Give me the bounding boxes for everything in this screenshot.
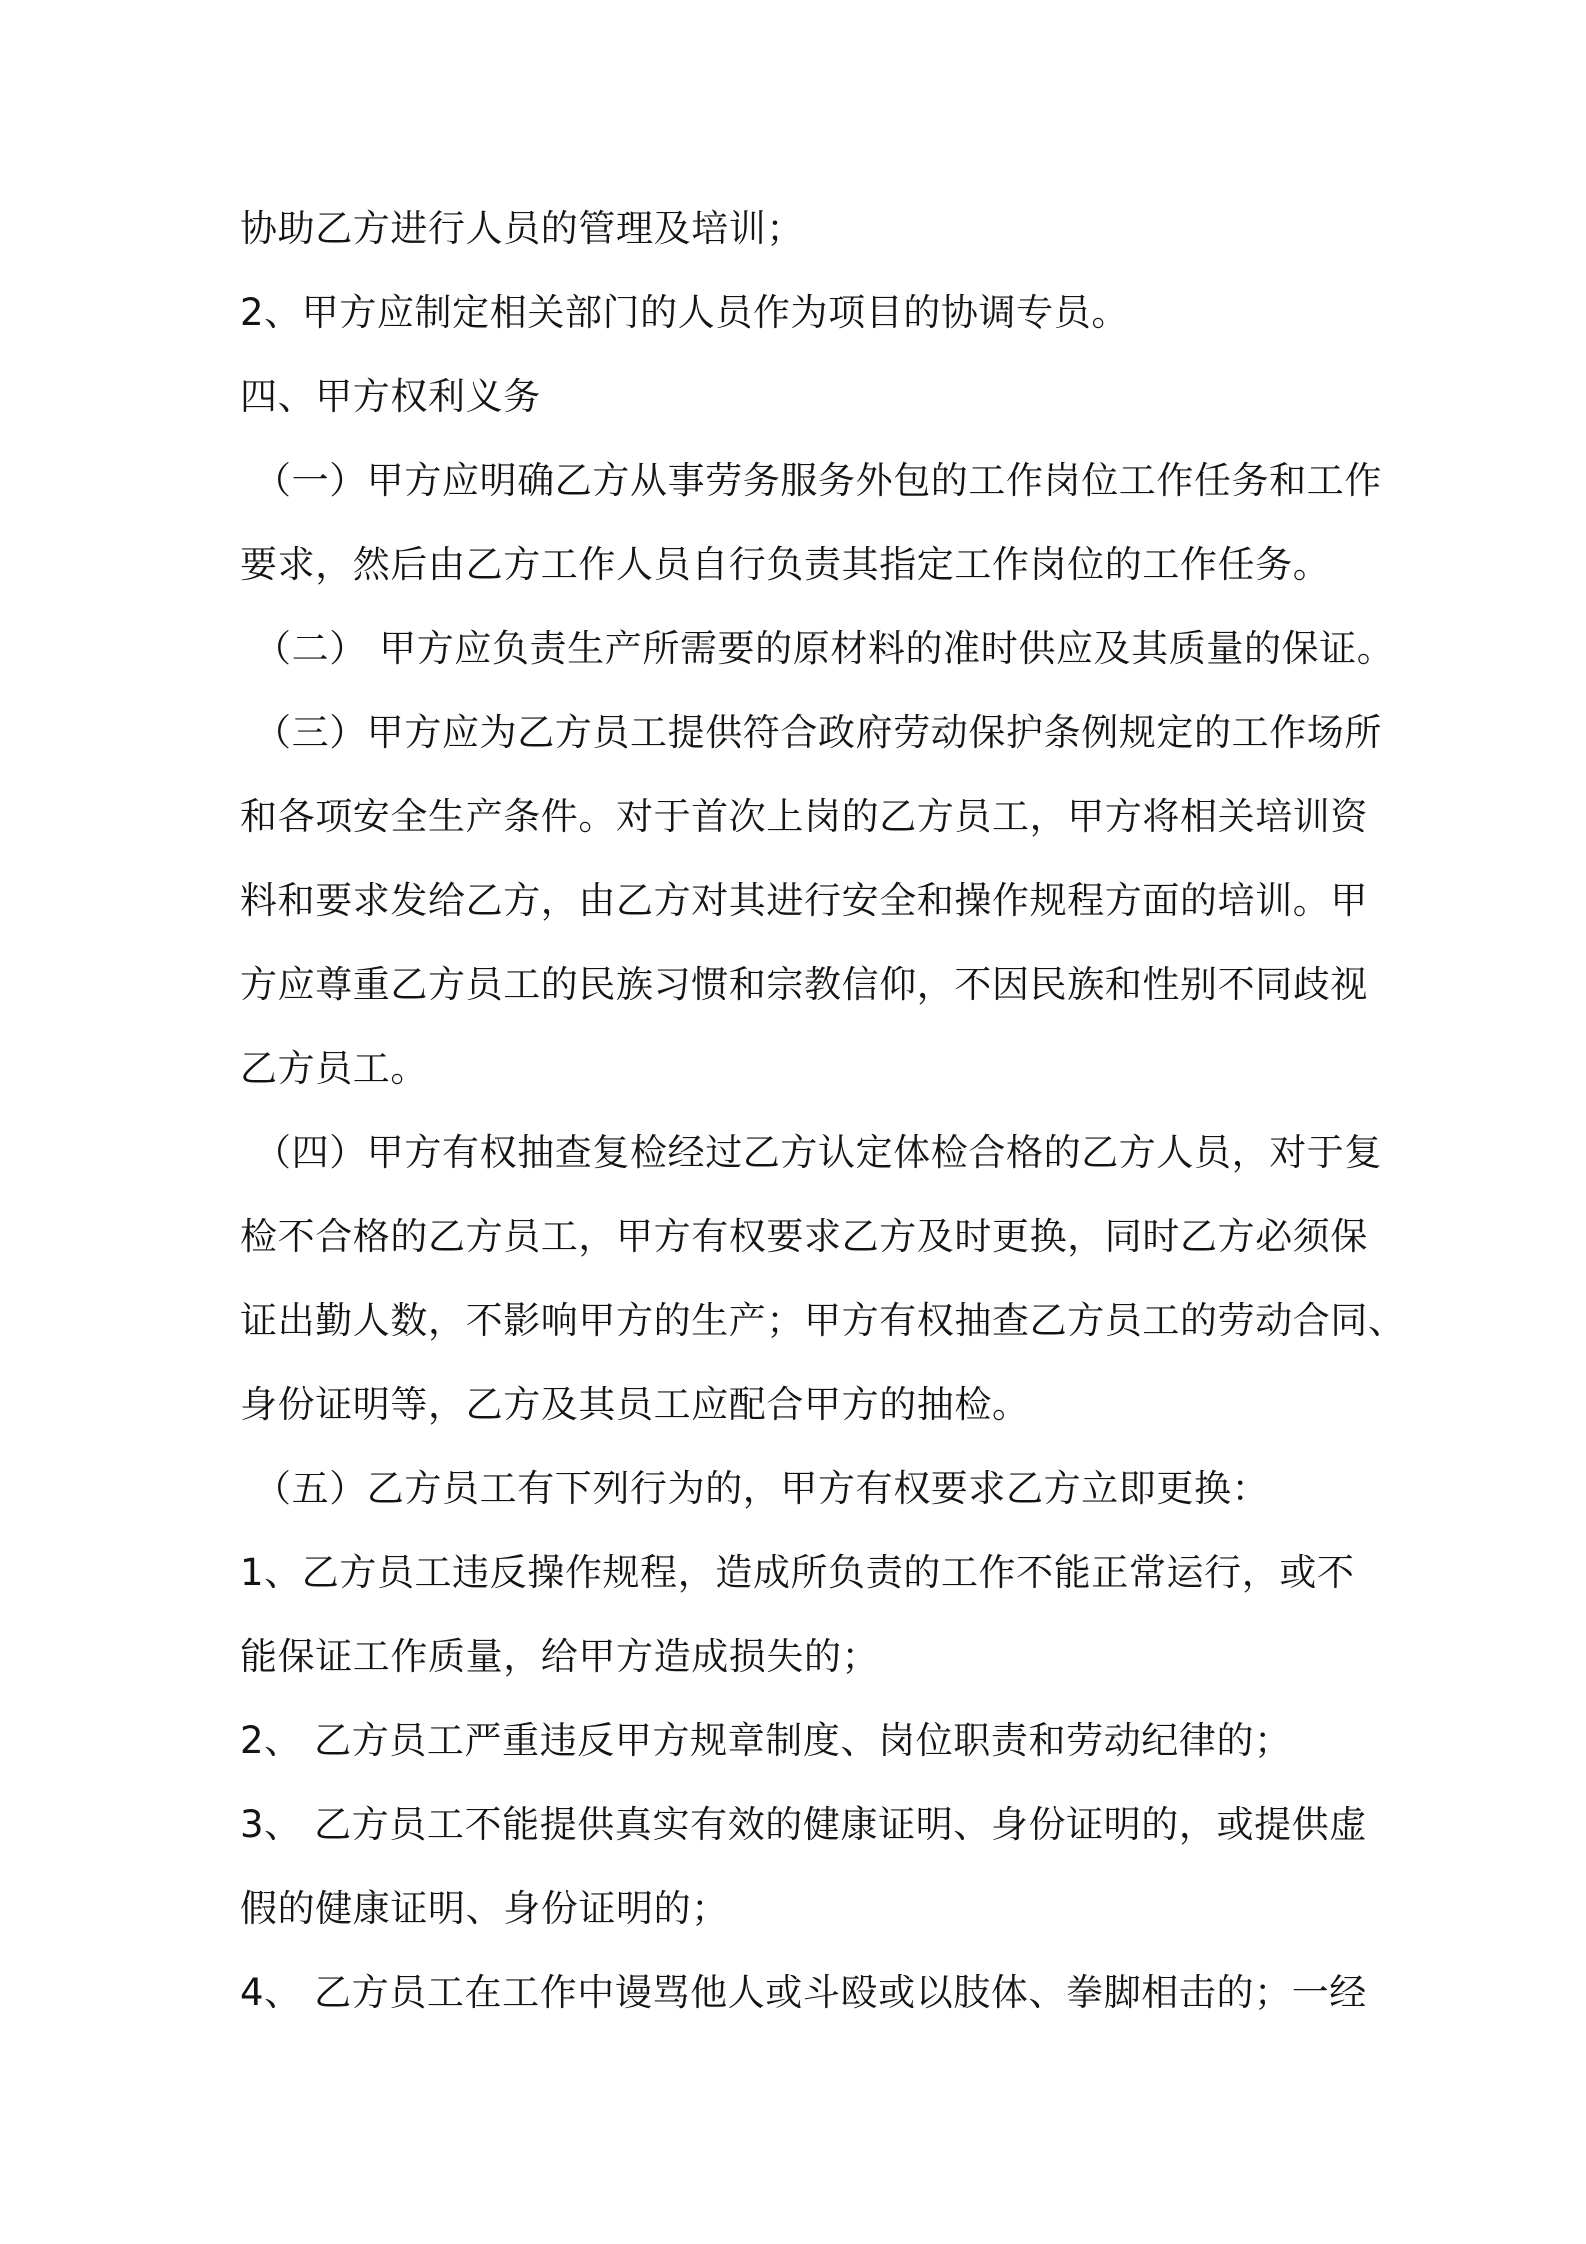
text-line: 假的健康证明、身份证明的； — [240, 1887, 729, 1930]
text-line: 2、甲方应制定相关部门的人员作为项目的协调专员。 — [240, 291, 1129, 334]
text-line: 检不合格的乙方员工，甲方有权要求乙方及时更换，同时乙方必须保 — [240, 1215, 1368, 1258]
text-line: （三）甲方应为乙方员工提供符合政府劳动保护条例规定的工作场所 — [254, 711, 1382, 754]
text-line: 身份证明等，乙方及其员工应配合甲方的抽检。 — [240, 1383, 1030, 1426]
text-line: 2、 乙方员工严重违反甲方规章制度、岗位职责和劳动纪律的； — [240, 1719, 1292, 1762]
document-body — [240, 198, 1406, 2046]
text-line: （二） 甲方应负责生产所需要的原材料的准时供应及其质量的保证。 — [254, 627, 1395, 670]
text-line: 4、 乙方员工在工作中谩骂他人或斗殴或以肢体、拳脚相击的；一经 — [240, 1971, 1367, 2014]
text-line: 要求，然后由乙方工作人员自行负责其指定工作岗位的工作任务。 — [240, 543, 1331, 586]
text-line: 方应尊重乙方员工的民族习惯和宗教信仰，不因民族和性别不同歧视 — [240, 963, 1368, 1006]
text-line: 能保证工作质量，给甲方造成损失的； — [240, 1635, 880, 1678]
text-line: 3、 乙方员工不能提供真实有效的健康证明、身份证明的，或提供虚 — [240, 1803, 1367, 1846]
text-line: 料和要求发给乙方，由乙方对其进行安全和操作规程方面的培训。甲 — [240, 879, 1368, 922]
text-line: 证出勤人数，不影响甲方的生产；甲方有权抽查乙方员工的劳动合同、 — [240, 1299, 1406, 1342]
section-heading: 四、甲方权利义务 — [240, 375, 541, 418]
text-line: 1、乙方员工违反操作规程，造成所负责的工作不能正常运行，或不 — [240, 1551, 1355, 1594]
text-line: （五）乙方员工有下列行为的，甲方有权要求乙方立即更换： — [254, 1467, 1270, 1510]
text-line: 乙方员工。 — [240, 1047, 428, 1090]
text-line: 和各项安全生产条件。对于首次上岗的乙方员工，甲方将相关培训资 — [240, 795, 1368, 838]
text-line: 协助乙方进行人员的管理及培训； — [240, 207, 804, 250]
text-line: （一）甲方应明确乙方从事劳务服务外包的工作岗位工作任务和工作 — [254, 459, 1382, 502]
text-line: （四）甲方有权抽查复检经过乙方认定体检合格的乙方人员，对于复 — [254, 1131, 1382, 1174]
